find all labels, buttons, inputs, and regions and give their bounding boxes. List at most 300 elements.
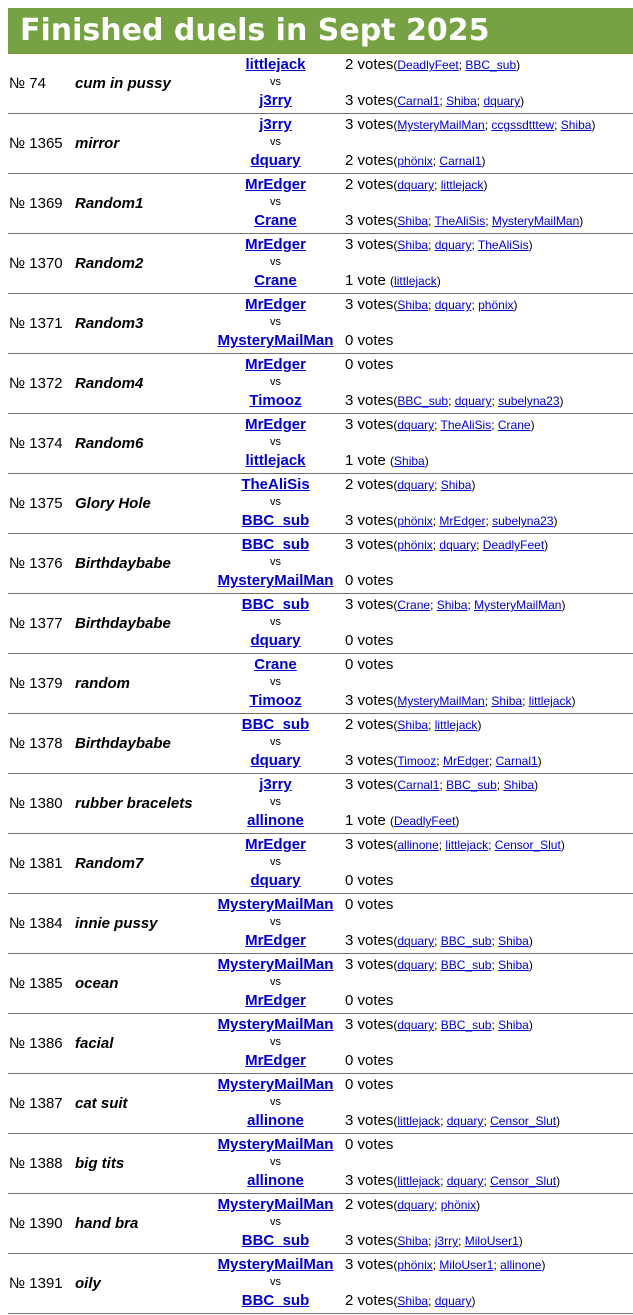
player-one-link[interactable]: MysteryMailMan <box>217 1016 334 1033</box>
player-two-link[interactable]: littlejack <box>245 452 306 469</box>
voter-list: (Carnal1; BBC_sub; Shiba) <box>393 778 539 792</box>
voter-list: (dquary; Shiba) <box>393 478 476 492</box>
voter-link[interactable]: MrEdger <box>442 754 489 768</box>
player-two-link[interactable]: MrEdger <box>245 932 306 949</box>
voter-link[interactable]: dquary <box>434 298 472 312</box>
player-one-votes <box>345 296 518 313</box>
duel-number: № 1372 <box>9 375 63 392</box>
player-two-votes <box>345 392 564 409</box>
voter-list: (dquary; littlejack) <box>393 178 488 192</box>
player-two-cell <box>208 332 343 349</box>
player-one-link[interactable]: Crane <box>254 656 297 673</box>
player-two-cell <box>208 572 343 589</box>
vs-label: vs <box>270 916 281 928</box>
voter-link[interactable]: TheAliSis <box>434 214 486 228</box>
player-one-cell <box>208 1196 343 1213</box>
player-two-votes <box>345 752 542 769</box>
player-one-link[interactable]: BBC_sub <box>241 716 310 733</box>
voter-link[interactable]: dquary <box>397 418 435 432</box>
voter-link[interactable]: littlejack <box>445 838 489 852</box>
vs-label: vs <box>270 736 281 748</box>
player-one-link[interactable]: MysteryMailMan <box>217 896 334 913</box>
voter-link[interactable]: DeadlyFeet <box>394 814 456 828</box>
duel-row <box>8 534 633 594</box>
player-one-votes <box>345 476 475 493</box>
voter-link[interactable]: BBC_sub <box>440 1018 492 1032</box>
vote-count: 3 votes <box>345 776 394 793</box>
player-one-votes <box>345 836 565 853</box>
player-one-link[interactable]: BBC_sub <box>241 536 310 553</box>
player-two-link[interactable]: allinone <box>247 1112 304 1129</box>
duel-number: № 1370 <box>9 255 63 272</box>
vote-count: 3 votes <box>345 392 394 409</box>
player-two-cell <box>208 392 343 409</box>
voter-link[interactable]: Carnal1 <box>397 94 440 108</box>
voter-link[interactable]: Shiba <box>498 1018 529 1032</box>
voter-link[interactable]: Censor_Slut <box>490 1174 557 1188</box>
voter-link[interactable]: phönix <box>397 538 433 552</box>
vote-count: 0 votes <box>345 896 394 913</box>
voter-list: (Shiba; dquary; phönix) <box>393 298 518 312</box>
voter-link[interactable]: Shiba <box>498 934 529 948</box>
vote-count: 0 votes <box>345 992 394 1009</box>
player-two-cell <box>208 512 343 529</box>
voter-list: (dquary; BBC_sub; Shiba) <box>393 1018 533 1032</box>
player-two-votes <box>345 332 393 349</box>
player-one-link[interactable]: MrEdger <box>245 236 306 253</box>
player-two-cell <box>208 992 343 1009</box>
vote-count: 1 vote <box>345 272 391 289</box>
voter-link[interactable]: Shiba <box>397 238 429 252</box>
player-two-link[interactable]: Crane <box>254 212 297 229</box>
player-one-link[interactable]: TheAliSis <box>241 476 310 493</box>
player-one-link[interactable]: MysteryMailMan <box>217 956 334 973</box>
player-one-votes <box>345 776 538 793</box>
player-one-votes <box>345 1256 545 1273</box>
vote-count: 3 votes <box>345 956 394 973</box>
voter-link[interactable]: DeadlyFeet <box>482 538 545 552</box>
vs-label: vs <box>270 976 281 988</box>
player-one-link[interactable]: MrEdger <box>245 176 306 193</box>
vs-label: vs <box>270 796 281 808</box>
player-two-cell <box>208 872 343 889</box>
vote-count: 3 votes <box>345 836 394 853</box>
voter-link[interactable]: dquary <box>397 958 435 972</box>
player-two-cell <box>208 1232 343 1249</box>
duel-number: № 1375 <box>9 495 63 512</box>
player-one-link[interactable]: j3rry <box>259 116 292 133</box>
player-one-cell <box>208 1076 343 1093</box>
vote-count: 3 votes <box>345 596 394 613</box>
player-one-cell <box>208 716 343 733</box>
player-two-votes <box>345 872 393 889</box>
vote-count: 0 votes <box>345 572 394 589</box>
vote-count: 3 votes <box>345 692 394 709</box>
player-one-link[interactable]: MrEdger <box>245 296 306 313</box>
voter-link[interactable]: littlejack <box>434 718 478 732</box>
duel-number: № 1390 <box>9 1215 63 1232</box>
vote-count: 3 votes <box>345 1016 394 1033</box>
duel-row <box>8 414 633 474</box>
player-one-link[interactable]: MrEdger <box>245 416 306 433</box>
voter-link[interactable]: dquary <box>439 538 477 552</box>
voter-link[interactable]: BBC_sub <box>446 778 497 792</box>
voter-link[interactable]: MysteryMailMan <box>491 214 580 228</box>
duel-row <box>8 654 633 714</box>
voter-link[interactable]: ccgssdtttew <box>491 118 555 132</box>
duel-number: № 1386 <box>9 1035 63 1052</box>
player-one-link[interactable]: MysteryMailMan <box>217 1076 334 1093</box>
voter-link[interactable]: Carnal1 <box>495 754 538 768</box>
player-one-votes <box>345 1136 393 1153</box>
voter-link[interactable]: MiloUser1 <box>464 1234 519 1248</box>
voter-link[interactable]: BBC_sub <box>440 934 492 948</box>
player-two-link[interactable]: dquary <box>250 152 301 169</box>
duel-theme: Random2 <box>75 255 144 272</box>
player-one-cell <box>208 236 343 253</box>
duel-row <box>8 1134 633 1194</box>
player-one-cell <box>208 1136 343 1153</box>
voter-link[interactable]: j3rry <box>434 1234 459 1248</box>
player-one-cell <box>208 476 343 493</box>
voter-link[interactable]: Shiba <box>498 958 529 972</box>
voter-link[interactable]: MiloUser1 <box>439 1258 494 1272</box>
duel-theme: oily <box>75 1275 101 1292</box>
voter-list: (Timooz; MrEdger; Carnal1) <box>393 754 542 768</box>
player-two-votes <box>345 1172 560 1189</box>
player-one-cell <box>208 1016 343 1033</box>
voter-link[interactable]: dquary <box>397 934 435 948</box>
player-one-link[interactable]: MrEdger <box>245 836 306 853</box>
voter-link[interactable]: Shiba <box>440 478 472 492</box>
player-two-votes <box>345 512 558 529</box>
voter-link[interactable]: DeadlyFeet <box>397 58 459 72</box>
player-two-cell <box>208 752 343 769</box>
player-one-votes <box>345 536 548 553</box>
voter-link[interactable]: dquary <box>446 1114 484 1128</box>
voter-link[interactable]: dquary <box>397 1198 435 1212</box>
player-one-votes <box>345 56 520 73</box>
voter-link[interactable]: Crane <box>497 418 531 432</box>
voter-link[interactable]: MrEdger <box>439 514 486 528</box>
player-two-cell <box>208 1292 343 1309</box>
player-one-cell <box>208 776 343 793</box>
player-two-votes <box>345 212 583 229</box>
duel-theme: facial <box>75 1035 114 1052</box>
voter-list: (dquary; phönix) <box>393 1198 481 1212</box>
voter-link[interactable]: MysteryMailMan <box>397 118 485 132</box>
player-two-link[interactable]: Timooz <box>249 392 302 409</box>
vote-count: 0 votes <box>345 656 394 673</box>
duel-row <box>8 234 633 294</box>
duel-theme: Birthdaybabe <box>75 615 171 632</box>
player-one-link[interactable]: j3rry <box>259 776 292 793</box>
voter-link[interactable]: littlejack <box>440 178 484 192</box>
duel-row <box>8 114 633 174</box>
voter-list: (dquary; TheAliSis; Crane) <box>393 418 535 432</box>
duel-row <box>8 714 633 774</box>
voter-link[interactable]: dquary <box>397 478 435 492</box>
vote-count: 3 votes <box>345 1256 394 1273</box>
player-two-cell <box>208 152 343 169</box>
voter-link[interactable]: dquary <box>434 1294 472 1308</box>
duel-row <box>8 174 633 234</box>
duel-theme: rubber bracelets <box>75 795 193 812</box>
duel-row <box>8 1254 633 1314</box>
vs-label: vs <box>270 1096 281 1108</box>
player-two-votes <box>345 812 459 829</box>
player-two-link[interactable]: allinone <box>247 1172 304 1189</box>
player-two-cell <box>208 632 343 649</box>
player-two-votes <box>345 1232 523 1249</box>
duel-theme: cum in pussy <box>75 75 171 92</box>
voter-link[interactable]: subelyna23 <box>498 394 560 408</box>
duel-number: № 1376 <box>9 555 63 572</box>
duel-row <box>8 354 633 414</box>
voter-link[interactable]: Carnal1 <box>397 778 440 792</box>
player-one-cell <box>208 836 343 853</box>
duel-number: № 1380 <box>9 795 63 812</box>
player-one-cell <box>208 176 343 193</box>
player-one-cell <box>208 296 343 313</box>
voter-link[interactable]: Shiba <box>397 298 429 312</box>
player-two-link[interactable]: j3rry <box>259 92 292 109</box>
player-two-link[interactable]: BBC_sub <box>241 512 310 529</box>
player-two-link[interactable]: MysteryMailMan <box>217 572 334 589</box>
vote-count: 2 votes <box>345 1292 394 1309</box>
voter-list: (allinone; littlejack; Censor_Slut) <box>393 838 565 852</box>
vs-label: vs <box>270 1276 281 1288</box>
vote-count: 3 votes <box>345 536 394 553</box>
player-one-link[interactable]: MysteryMailMan <box>217 1196 334 1213</box>
player-two-votes <box>345 452 429 469</box>
duel-theme: mirror <box>75 135 120 152</box>
duel-theme: Glory Hole <box>75 495 151 512</box>
vs-label: vs <box>270 1036 281 1048</box>
vs-label: vs <box>270 256 281 268</box>
voter-list: (DeadlyFeet) <box>390 814 460 828</box>
player-two-cell <box>208 1052 343 1069</box>
voter-link[interactable]: phönix <box>397 154 433 168</box>
player-one-link[interactable]: MrEdger <box>245 356 306 373</box>
voter-link[interactable]: littlejack <box>528 694 572 708</box>
duel-row <box>8 594 633 654</box>
voter-list: (MysteryMailMan; Shiba; littlejack) <box>393 694 576 708</box>
player-two-link[interactable]: allinone <box>247 812 304 829</box>
player-two-votes <box>345 992 393 1009</box>
player-one-cell <box>208 896 343 913</box>
duel-number: № 1371 <box>9 315 63 332</box>
duel-theme: Random6 <box>75 435 144 452</box>
voter-list: (MysteryMailMan; ccgssdtttew; Shiba) <box>393 118 596 132</box>
player-two-link[interactable]: dquary <box>250 752 301 769</box>
voter-link[interactable]: Censor_Slut <box>490 1114 557 1128</box>
duel-theme: big tits <box>75 1155 125 1172</box>
voter-link[interactable]: Carnal1 <box>439 154 482 168</box>
player-one-cell <box>208 56 343 73</box>
player-one-votes <box>345 596 565 613</box>
player-two-link[interactable]: dquary <box>250 632 301 649</box>
player-two-cell <box>208 452 343 469</box>
player-one-link[interactable]: littlejack <box>245 56 306 73</box>
duel-theme: Random4 <box>75 375 144 392</box>
voter-list: (littlejack; dquary; Censor_Slut) <box>393 1114 561 1128</box>
player-one-votes <box>345 356 393 373</box>
voter-link[interactable]: dquary <box>454 394 492 408</box>
player-two-cell <box>208 1112 343 1129</box>
voter-link[interactable]: allinone <box>500 1258 542 1272</box>
duel-theme: innie pussy <box>75 915 158 932</box>
player-one-votes <box>345 1076 393 1093</box>
vote-count: 2 votes <box>345 152 394 169</box>
voter-link[interactable]: Shiba <box>446 94 477 108</box>
voter-link[interactable]: dquary <box>446 1174 484 1188</box>
player-one-link[interactable]: MysteryMailMan <box>217 1136 334 1153</box>
player-two-link[interactable]: MrEdger <box>245 992 306 1009</box>
duel-theme: ocean <box>75 975 119 992</box>
voter-link[interactable]: Crane <box>397 598 431 612</box>
duel-theme: Birthdaybabe <box>75 555 171 572</box>
voter-link[interactable]: BBC_sub <box>397 394 449 408</box>
voter-link[interactable]: dquary <box>397 1018 435 1032</box>
duel-list <box>8 54 633 1314</box>
voter-link[interactable]: Shiba <box>394 454 425 468</box>
voter-link[interactable]: littlejack <box>397 1174 441 1188</box>
voter-link[interactable]: BBC_sub <box>465 58 517 72</box>
duel-row <box>8 834 633 894</box>
voter-link[interactable]: Censor_Slut <box>494 838 561 852</box>
duel-theme: Random3 <box>75 315 144 332</box>
vote-count: 1 vote <box>345 812 391 829</box>
vs-label: vs <box>270 76 281 88</box>
vs-label: vs <box>270 316 281 328</box>
voter-link[interactable]: dquary <box>397 178 435 192</box>
voter-link[interactable]: MysteryMailMan <box>397 694 485 708</box>
voter-link[interactable]: littlejack <box>397 1114 441 1128</box>
duel-row <box>8 1014 633 1074</box>
vote-count: 2 votes <box>345 176 394 193</box>
vote-count: 3 votes <box>345 236 394 253</box>
voter-list: (dquary; BBC_sub; Shiba) <box>393 934 533 948</box>
vote-count: 0 votes <box>345 632 394 649</box>
voter-list: (Shiba; dquary; TheAliSis) <box>393 238 533 252</box>
player-two-votes <box>345 1292 475 1309</box>
player-two-link[interactable]: MysteryMailMan <box>217 332 334 349</box>
voter-list: (Shiba; j3rry; MiloUser1) <box>393 1234 523 1248</box>
voter-link[interactable]: TheAliSis <box>440 418 492 432</box>
duel-theme: hand bra <box>75 1215 139 1232</box>
duel-row <box>8 474 633 534</box>
duel-number: № 1388 <box>9 1155 63 1172</box>
vote-count: 3 votes <box>345 752 394 769</box>
voter-link[interactable]: allinone <box>397 838 439 852</box>
player-two-link[interactable]: BBC_sub <box>241 1292 310 1309</box>
vs-label: vs <box>270 616 281 628</box>
player-one-link[interactable]: BBC_sub <box>241 596 310 613</box>
player-one-votes <box>345 896 393 913</box>
player-one-votes <box>345 716 481 733</box>
vote-count: 2 votes <box>345 716 394 733</box>
vote-count: 3 votes <box>345 1232 394 1249</box>
vote-count: 0 votes <box>345 356 394 373</box>
voter-link[interactable]: TheAliSis <box>477 238 529 252</box>
duel-theme: Random1 <box>75 195 144 212</box>
voter-link[interactable]: phönix <box>397 1258 433 1272</box>
voter-link[interactable]: Shiba <box>397 214 429 228</box>
player-one-cell <box>208 536 343 553</box>
duel-number: № 1387 <box>9 1095 63 1112</box>
voter-link[interactable]: Shiba <box>397 718 429 732</box>
voter-link[interactable]: subelyna23 <box>492 514 554 528</box>
vs-label: vs <box>270 196 281 208</box>
voter-link[interactable]: littlejack <box>394 274 437 288</box>
voter-link[interactable]: Shiba <box>397 1234 429 1248</box>
voter-link[interactable]: phönix <box>397 514 433 528</box>
voter-link[interactable]: phönix <box>478 298 514 312</box>
vs-label: vs <box>270 1216 281 1228</box>
voter-list: (Carnal1; Shiba; dquary) <box>393 94 525 108</box>
player-one-cell <box>208 116 343 133</box>
duel-row <box>8 1194 633 1254</box>
voter-link[interactable]: dquary <box>483 94 521 108</box>
player-one-link[interactable]: MysteryMailMan <box>217 1256 334 1273</box>
duel-number: № 1384 <box>9 915 63 932</box>
duel-row <box>8 1074 633 1134</box>
duel-row <box>8 894 633 954</box>
voter-link[interactable]: dquary <box>434 238 472 252</box>
vs-label: vs <box>270 856 281 868</box>
vs-label: vs <box>270 556 281 568</box>
voter-link[interactable]: Shiba <box>503 778 535 792</box>
player-two-link[interactable]: Crane <box>254 272 297 289</box>
voter-link[interactable]: Timooz <box>397 754 437 768</box>
duel-number: № 1377 <box>9 615 63 632</box>
voter-list: (littlejack) <box>390 274 441 288</box>
player-one-cell <box>208 656 343 673</box>
player-two-link[interactable]: MrEdger <box>245 1052 306 1069</box>
vote-count: 0 votes <box>345 1136 394 1153</box>
player-two-cell <box>208 92 343 109</box>
duel-number: № 1365 <box>9 135 63 152</box>
duel-number: № 1378 <box>9 735 63 752</box>
voter-link[interactable]: Shiba <box>397 1294 429 1308</box>
voter-link[interactable]: Shiba <box>491 694 523 708</box>
vote-count: 2 votes <box>345 56 394 73</box>
voter-link[interactable]: Shiba <box>560 118 592 132</box>
voter-link[interactable]: BBC_sub <box>440 958 492 972</box>
vote-count: 3 votes <box>345 92 394 109</box>
vote-count: 3 votes <box>345 116 394 133</box>
duel-row <box>8 54 633 114</box>
vote-count: 3 votes <box>345 512 394 529</box>
player-two-link[interactable]: BBC_sub <box>241 1232 310 1249</box>
voter-list: (DeadlyFeet; BBC_sub) <box>393 58 521 72</box>
voter-link[interactable]: Shiba <box>436 598 468 612</box>
voter-list: (littlejack; dquary; Censor_Slut) <box>393 1174 561 1188</box>
page-title: Finished duels in Sept 2025 <box>8 8 633 54</box>
vs-label: vs <box>270 376 281 388</box>
player-one-cell <box>208 1256 343 1273</box>
vote-count: 0 votes <box>345 872 394 889</box>
player-two-link[interactable]: Timooz <box>249 692 302 709</box>
duel-number: № 1385 <box>9 975 63 992</box>
player-two-votes <box>345 1112 560 1129</box>
voter-link[interactable]: phönix <box>440 1198 477 1212</box>
player-two-link[interactable]: dquary <box>250 872 301 889</box>
player-one-votes <box>345 236 533 253</box>
vs-label: vs <box>270 676 281 688</box>
voter-link[interactable]: MysteryMailMan <box>474 598 562 612</box>
